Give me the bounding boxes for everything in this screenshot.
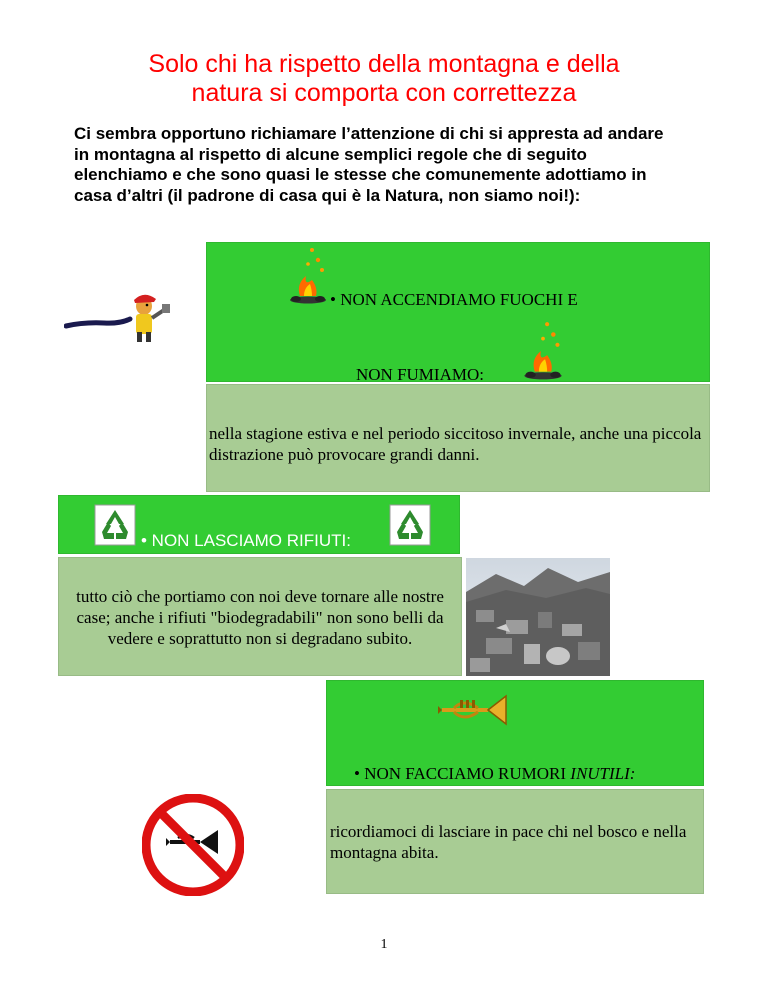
- no-horn-sign-icon: [142, 794, 244, 896]
- noise-rule-heading-italic: INUTILI:: [570, 764, 636, 783]
- page-title: [0, 50, 768, 108]
- page-number: 1: [380, 937, 388, 952]
- fire-rule-header-box: [206, 242, 710, 382]
- title-line-1: Solo chi ha rispetto della montagna e della: [148, 50, 620, 78]
- fire-rule-text: nella stagione estiva e nel periodo siccitoso invernale, anche una piccola distrazione può provocare grandi danni.: [209, 424, 702, 464]
- waste-rule-heading: • NON LASCIAMO RIFIUTI:: [141, 531, 351, 550]
- fire-rule-heading-line-2: NON FUMIAMO:: [356, 365, 484, 384]
- recycle-icon: [94, 504, 136, 546]
- recycle-icon: [389, 504, 431, 546]
- firefighter-icon: [64, 286, 176, 344]
- noise-rule-heading-prefix: • NON FACCIAMO RUMORI: [354, 764, 571, 783]
- trumpet-icon: [432, 690, 512, 730]
- campfire-icon: [288, 244, 328, 306]
- garbage-pile-image: [466, 558, 610, 676]
- noise-rule-text: ricordiamoci di lasciare in pace chi nel bosco e nella montagna abita.: [330, 822, 687, 862]
- title-line-2: natura si comporta con correttezza: [191, 79, 577, 107]
- campfire-icon: [522, 318, 564, 382]
- fire-rule-heading-line-1: • NON ACCENDIAMO FUOCHI E: [330, 290, 578, 309]
- noise-rule-heading: [354, 764, 635, 784]
- waste-rule-text: tutto ciò che portiamo con noi deve tornare alle nostre case; anche i rifiuti "biodegradabili" non sono belli da vedere e soprattutto non si degradano subito.: [76, 587, 444, 648]
- intro-paragraph: Ci sembra opportuno richiamare l’attenzione di chi si appresta ad andare in montagna al rispetto di alcune semplici regole che di seguito elenchiamo e che sono quasi le stesse che comunemente adottiamo in casa d’altri (il padrone di casa qui è la Natura, non siamo noi!):: [74, 124, 664, 205]
